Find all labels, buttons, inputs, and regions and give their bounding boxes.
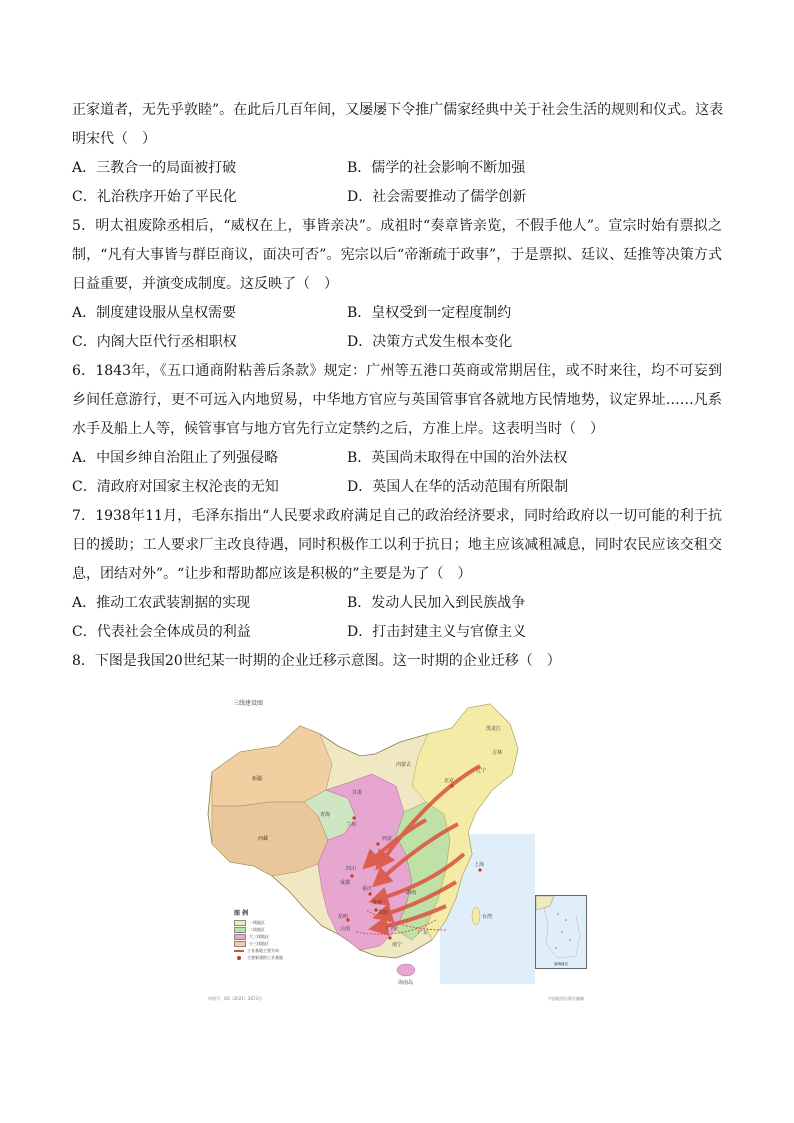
q6-option-d: D．英国人在华的活动范围有所限制: [347, 479, 569, 495]
q5-option-b: B．皇权受到一定程度制约: [347, 305, 512, 321]
q7-stem: 7．1938年11月，毛泽东指出“人民要求政府满足自己的政治经济要求，同时给政府以一切可能的利于抗日的援助；工人要求厂主改良待遇，同时积极作工以利于抗日；地主应该减租减息，同时农民应该交租交息，团结对外”。“让步和帮助都应该是积极的”主要是为了（ ）: [72, 508, 722, 582]
city-dot: [350, 874, 353, 877]
q4-options-row1: [72, 154, 722, 183]
label-kunming: 昆明: [338, 914, 349, 920]
q4-stem-line2: 明宋代（ ）: [72, 131, 156, 147]
label-nanning: 南宁: [392, 942, 403, 948]
figure-title: 三线建设图: [233, 700, 264, 707]
exam-page: [72, 96, 722, 676]
q6-options-row2: [72, 473, 722, 502]
city-dot: [388, 936, 391, 939]
label-gansu: 甘肃: [352, 790, 363, 796]
island-dot: [555, 947, 557, 949]
q6-option-b: B．英国尚未取得在中国的治外法权: [347, 450, 568, 466]
label-yunnan: 云南: [340, 926, 351, 932]
label-taiwan: 台湾: [482, 914, 493, 920]
label-neimenggu: 内蒙古: [396, 762, 412, 768]
q4-option-d: D．社会需要推动了儒学创新: [347, 189, 527, 205]
label-liaoning: 辽宁: [476, 768, 487, 774]
legend-title: 图 例: [234, 910, 249, 917]
q7-option-d: D．打击封建主义与官僚主义: [347, 624, 527, 640]
legend-label-first: 一线地区: [249, 919, 265, 925]
q7-options-row2: [72, 618, 722, 647]
q4-options-row2: [72, 183, 722, 212]
q5-option-d: D．决策方式发生根本变化: [347, 334, 513, 350]
legend-swatch-second: [234, 927, 246, 933]
label-qinghai: 青海: [320, 812, 331, 818]
region-tibet: [212, 802, 331, 876]
legend-row: [234, 940, 310, 947]
label-guangdong: 广东: [418, 930, 429, 936]
legend-label-second: 二线地区: [249, 926, 265, 932]
island-dot: [557, 913, 559, 915]
label-hainan: 海南岛: [398, 980, 414, 986]
map-legend: [234, 908, 310, 961]
legend-label-small-third: 小三线地区: [249, 940, 269, 946]
label-beijing: 北京: [444, 778, 455, 784]
legend-row: [234, 947, 310, 954]
q4-option-c: C．礼治秩序开始了平民化: [72, 189, 237, 205]
legend-row: [234, 926, 310, 933]
island-dot: [561, 931, 563, 933]
q7-option-a: A．推动工农武装割据的实现: [72, 595, 251, 611]
q4-stem-line1: 正家道者，无先乎敦睦”。在此后几百年间，又屡屡下令推广儒家经典中关于社会生活的规则和仪式。这表: [72, 102, 724, 118]
label-guiyang: 贵阳: [378, 910, 389, 916]
figure-footer-right: 中国地图出版社编制: [548, 996, 584, 1001]
legend-row: [234, 933, 310, 940]
q5-option-c: C．内阁大臣代行丞相职权: [72, 334, 237, 350]
q7-option-c: C．代表社会全体成员的利益: [72, 624, 251, 640]
inset-map: [536, 896, 586, 968]
legend-swatch-first: [234, 920, 246, 926]
q4-option-a: A．三教合一的局面被打破: [72, 160, 237, 176]
legend-row: [234, 919, 310, 926]
legend-label-arrow: 工业基地主要方向: [247, 947, 279, 953]
legend-row: [234, 954, 310, 961]
city-dot: [376, 842, 379, 845]
legend-swatch-third: [234, 934, 246, 940]
legend-swatch-arrow: [234, 950, 244, 952]
q6-option-a: A．中国乡绅自治阻止了列强侵略: [72, 450, 279, 466]
label-lanzhou: 兰州: [346, 822, 357, 828]
figure-footer-left: 审图号：GS（2021）2673号: [208, 996, 262, 1001]
city-dot: [478, 868, 481, 871]
q6-option-c: C．清政府对国家主权沦丧的无知: [72, 479, 279, 495]
label-guangxi: 广西: [386, 926, 397, 932]
island-dot: [569, 939, 571, 941]
q7-option-b: B．发动人民加入到民族战争: [347, 595, 526, 611]
q8-stem: 8．下图是我国20世纪某一时期的企业迁移示意图。这一时期的企业迁移（ ）: [72, 653, 561, 669]
legend-swatch-small-third: [234, 941, 246, 947]
south-china-sea-inset: [535, 895, 587, 969]
island-dot: [565, 919, 567, 921]
city-dot: [450, 784, 453, 787]
label-xian: 西安: [382, 836, 393, 842]
city-dot: [352, 816, 355, 819]
label-tibet: 西藏: [258, 836, 269, 842]
city-dot: [368, 892, 371, 895]
q5-options-row1: [72, 299, 722, 328]
third-front-map-figure: [200, 694, 600, 1014]
label-hunan: 湖南: [406, 890, 417, 896]
legend-label-third: 大三线地区: [249, 933, 269, 939]
q5-option-a: A．制度建设服从皇权需要: [72, 305, 237, 321]
label-shanghai: 上海: [474, 862, 485, 868]
legend-label-base: 主要新建的工业基地: [247, 954, 283, 960]
taiwan-island: [472, 907, 480, 925]
label-sichuan: 四川: [346, 866, 357, 872]
q4-option-b: B．儒学的社会影响不断加强: [347, 160, 526, 176]
region-xinjiang: [212, 726, 332, 806]
q5-stem: 5．明太祖废除丞相后，“威权在上，事皆亲决”。成祖时“奏章皆亲览，不假手他人”。宣宗时始有票拟之制，“凡有大事皆与群臣商议，面决可否”。宪宗以后“帝渐疏于政事”，于是票拟、廷议、廷推等决策方式日益重要，并演变成制度。这反映了（ ）: [72, 218, 722, 292]
label-heilongjiang: 黑龙江: [486, 726, 502, 732]
legend-swatch-base: [237, 956, 241, 960]
label-xinjiang: 新疆: [252, 776, 263, 782]
q6-options-row1: [72, 444, 722, 473]
label-jilin: 吉林: [492, 750, 503, 756]
label-guizhou: 贵州: [372, 900, 383, 906]
hainan-island: [397, 964, 415, 976]
q6-stem: 6．1843年，《五口通商附粘善后条款》规定：广州等五港口英商或常期居住，或不时来往，均不可妄到乡间任意游行，更不可远入内地贸易，中华地方官应与英国管事官各就地方民情地势，议定界址……凡系水手及船上人等，候管事官与地方官先行立定禁约之后，方准上岸。这表明当时（ ）: [72, 363, 722, 437]
label-chengdu: 成都: [340, 880, 351, 886]
label-chongqing: 重庆: [362, 886, 373, 892]
q7-options-row1: [72, 589, 722, 618]
inset-label: 南海诸岛: [554, 962, 568, 966]
q5-options-row2: [72, 328, 722, 357]
